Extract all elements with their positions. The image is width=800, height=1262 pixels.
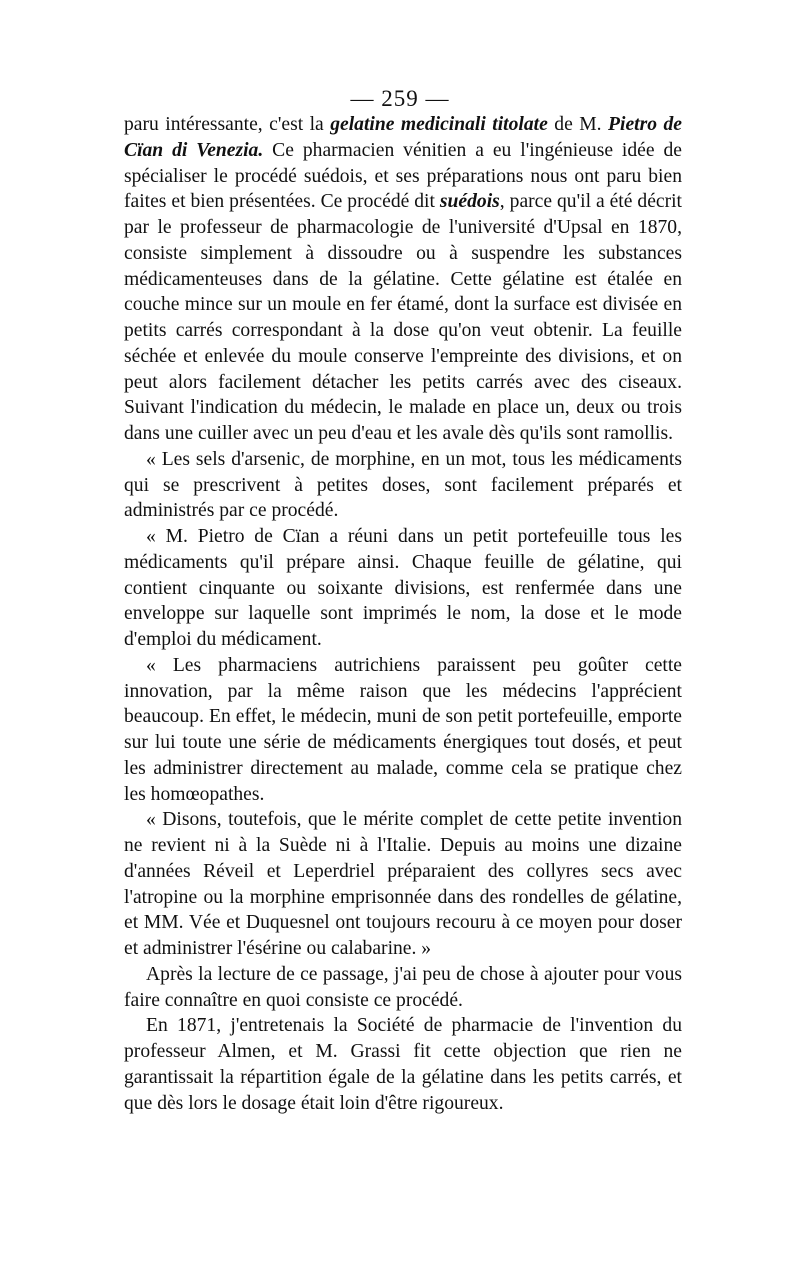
paragraph: [124, 807, 682, 962]
paragraph: [124, 1013, 682, 1116]
paragraph: [124, 524, 682, 653]
italic-text: gelatine medicinali titolate: [330, 114, 548, 135]
paragraph-text: Ce pharmacien vénitien a eu l'ingénieuse idée de spécialiser le procédé suédois, et ses préparations nous ont paru bien faites et bien présentées. Ce procédé dit: [124, 139, 682, 213]
paragraph-text: paru intéressante, c'est la: [124, 114, 331, 135]
page-number: — 259 —: [350, 86, 450, 111]
paragraph: [124, 112, 682, 447]
paragraph-text: « M. Pietro de Cïan a réuni dans un petit portefeuille tous les médicaments qu'il prépare ainsi. Chaque feuille de gélatine, qui contient cinquante ou soixante divisions, est renfermée dans une enveloppe sur laquelle sont imprimés le nom, la dose et le mode d'emploi du médicament.: [124, 526, 682, 650]
body-text: [124, 112, 682, 1116]
paragraph-text: « Les pharmaciens autrichiens paraissent peu goûter cette innovation, par la même raison que les médecins l'apprécient beaucoup. En effet, le médecin, muni de son petit portefeuille, emporte sur lui toute une série de médicaments énergiques tout dosés, et peut les administrer directement au malade, comme cela se pratique chez les homœopathes.: [124, 654, 682, 805]
italic-text: suédois: [439, 191, 500, 213]
paragraph-text: « Disons, toutefois, que le mérite complet de cette petite invention ne revient ni à la Suède ni à l'Italie. Depuis au moins une dizaine d'années Réveil et Leperdriel préparaient des collyres secs avec l'atropine ou la morphine emprisonnée dans des rondelles de gélatine, et MM. Vée et Duquesnel ont toujours recouru à ce moyen pour doser et administrer l'ésérine ou calabarine. »: [124, 809, 682, 959]
paragraph-text: Après la lecture de ce passage, j'ai peu de chose à ajouter pour vous faire connaître en quoi consiste ce procédé.: [124, 963, 682, 1011]
paragraph-text: de M.: [547, 114, 609, 135]
paragraph: [124, 653, 682, 808]
paragraph-text: , parce qu'il a été décrit par le professeur de pharmacologie de l'université d'Upsal en 1870, consiste simplement à dissoudre ou à suspendre les substances médicamenteuses dans de la gélatine. Cette gélatine est étalée en couche mince sur un moule en fer étamé, dont la surface est divisée en petits carrés correspondant à la dose qu'on veut obtenir. La feuille séchée et enlevée du moule conserve l'empreinte des divisions, et on peut alors facilement détacher les petits carrés avec des ciseaux. Suivant l'indication du médecin, le malade en place un, deux ou trois dans une cuiller avec un peu d'eau et les avale dès qu'ils sont ramollis.: [124, 191, 682, 444]
paragraph: [124, 447, 682, 524]
italic-text: Pietro de Cïan di Venezia.: [124, 114, 682, 161]
paragraph: [124, 962, 682, 1014]
paragraph-text: En 1871, j'entretenais la Société de pharmacie de l'invention du professeur Almen, et M. Grassi fit cette objection que rien ne garantissait la répartition égale de la gélatine dans les petits carrés, et que dès lors le dosage était loin d'être rigoureux.: [124, 1015, 682, 1114]
paragraph-text: « Les sels d'arsenic, de morphine, en un mot, tous les médicaments qui se prescrivent à petites doses, sont facilement préparés et administrés par ce procédé.: [124, 448, 682, 522]
